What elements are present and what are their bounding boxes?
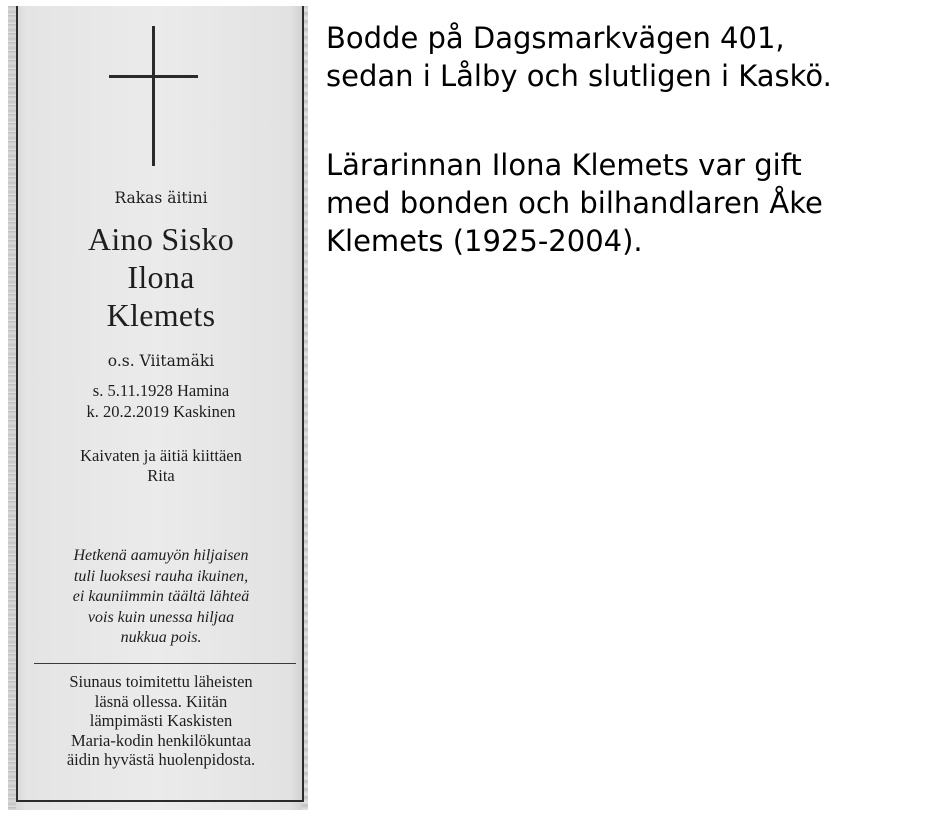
birth-date: s. 5.11.1928 Hamina xyxy=(92,381,230,400)
funeral-line: Siunaus toimitettu läheisten xyxy=(69,672,253,691)
caption-line: Lärarinnan Ilona Klemets var gift xyxy=(326,148,802,182)
cross-vertical-bar xyxy=(152,26,155,166)
deceased-name xyxy=(22,220,300,334)
death-date: k. 20.2.2019 Kaskinen xyxy=(86,402,236,421)
paper-edge-left xyxy=(8,6,16,810)
poem-line: Hetkenä aamuyön hiljaisen xyxy=(73,547,249,564)
obituary-clipping xyxy=(8,6,308,810)
caption-line: Klemets (1925-2004). xyxy=(326,224,643,258)
caption-marriage xyxy=(326,146,926,260)
caption-line: Bodde på Dagsmarkvägen 401, xyxy=(326,21,785,55)
mourners-line: Rita xyxy=(147,466,175,485)
caption-line: sedan i Lålby och slutligen i Kaskö. xyxy=(326,59,832,93)
funeral-line: läsnä ollessa. Kiitän xyxy=(94,691,228,711)
funeral-line: Maria-kodin henkilökuntaa xyxy=(70,730,252,750)
funeral-line: äidin hyvästä huolenpidosta. xyxy=(66,750,256,770)
name-line: Ilona xyxy=(127,259,195,295)
poem-line: ei kauniimmin täältä lähteä xyxy=(72,588,250,605)
poem-line: nukkua pois. xyxy=(120,629,202,646)
funeral-notice xyxy=(22,672,300,770)
mourners-line: Kaivaten ja äitiä kiittäen xyxy=(80,446,242,465)
obituary-intro: Rakas äitini xyxy=(114,189,208,207)
section-divider xyxy=(34,663,296,664)
memorial-poem xyxy=(22,546,300,649)
life-dates xyxy=(22,380,300,422)
caption-residence xyxy=(326,19,926,95)
caption-line: med bonden och bilhandlaren Åke xyxy=(326,186,823,220)
funeral-line: lämpimästi Kaskisten xyxy=(89,711,233,731)
mourners xyxy=(22,446,300,486)
poem-line: vois kuin unessa hiljaa xyxy=(87,608,235,626)
cross-horizontal-bar xyxy=(109,75,198,78)
maiden-name: o.s. Viitamäki xyxy=(107,352,215,370)
name-line: Aino Sisko xyxy=(87,221,235,257)
poem-line: tuli luoksesi rauha ikuinen, xyxy=(73,567,249,585)
name-line: Klemets xyxy=(106,297,216,333)
